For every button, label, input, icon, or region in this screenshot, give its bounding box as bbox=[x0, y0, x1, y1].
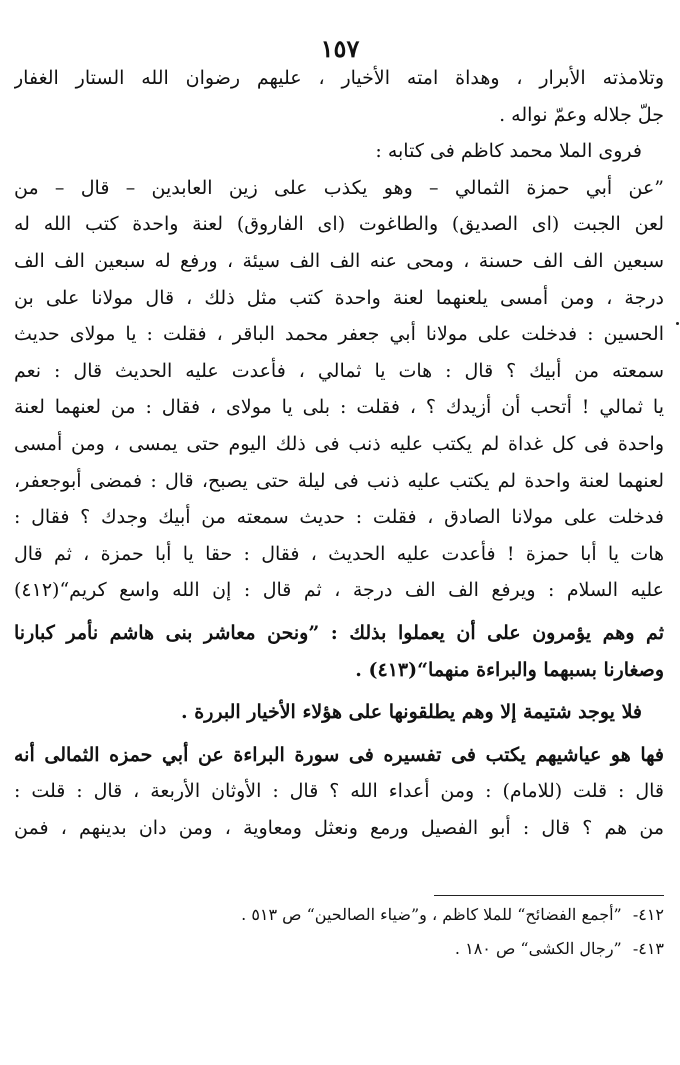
text-line: واحدة فى كل غداة لم يكتب عليه ذنب فى ذلك اليوم حتى يمسى ، ومن أمسى bbox=[14, 432, 664, 455]
text-line: الحسين : فدخلت على مولانا أبي جعفر محمد الباقر ، فقلت : يا مولاى حديث bbox=[14, 323, 664, 346]
text-line: درجة ، ومن أمسى يلعنهما لعنة واحدة كتب مثل ذلك ، قال مولانا على بن bbox=[14, 286, 664, 309]
text-line: فدخلت على مولانا الصادق ، فقلت : حديث سمعته من أبيك وجدك ؟ فقال : bbox=[14, 506, 664, 529]
text-line: وصغارنا بسبهما والبراءة منهما“(٤١٣) . bbox=[355, 658, 664, 681]
footnote-text: ”أجمع الفضائح“ للملا كاظم ، و”ضياء الصالحين“ ص ٥١٣ . bbox=[241, 905, 622, 924]
text-line: عليه السلام : ويرفع الف الف درجة ، ثم قال : إن الله واسع كريم“(٤١٢) bbox=[14, 579, 664, 602]
text-line: لعنهما لعنة واحدة لم يكتب عليه ذنب فى ليلة حتى يصبح، قال : فمضى أبوجعفر، bbox=[14, 469, 664, 492]
footnote-number: ٤١٣- bbox=[632, 939, 664, 958]
text-line: لعن الجبت (اى الصديق) والطاغوت (اى الفاروق) لعنة واحدة كتب الله له bbox=[14, 213, 664, 236]
text-line: جلّ جلاله وعمّ نواله . bbox=[499, 103, 664, 126]
footnote bbox=[14, 898, 664, 932]
text-line: ثم وهم يؤمرون على أن يعملوا بذلك : ”ونحن معاشر بنى هاشم نأمر كبارنا bbox=[14, 621, 664, 644]
text-line: وتلامذته الأبرار ، وهداة امته الأخيار ، عليهم رضوان الله الستار الغفار bbox=[14, 67, 664, 89]
footnotes bbox=[14, 898, 664, 966]
text-line: فها هو عياشيهم يكتب فى تفسيره فى سورة البراءة عن أبي حمزه الثمالى أنه bbox=[14, 743, 664, 766]
text-line: فلا يوجد شتيمة إلا وهم يطلقونها على هؤلاء الأخيار البررة . bbox=[181, 701, 642, 724]
text-line: سمعته من أبيك ؟ قال : هات يا ثمالي ، فأعدت عليه الحديث قال : نعم bbox=[14, 359, 664, 382]
text-line: يا ثمالي ! أتحب أن أزيدك ؟ ، فقلت : بلى يا مولاى ، فقال : من لعنهما لعنة bbox=[14, 396, 664, 419]
footnote bbox=[14, 932, 664, 966]
text-line: هات يا أبا حمزة ! فأعدت عليه الحديث ، فقال : حقا يا أبا حمزة ، ثم قال bbox=[14, 542, 664, 565]
text-line: من هم ؟ قال : أبو الفصيل ورمع ونعثل ومعاوية ، ومن دان بدينهم ، فمن bbox=[14, 816, 664, 839]
text-line: سبعين الف الف حسنة ، ومحى عنه الف الف سيئة ، ورفع له سبعين الف الف bbox=[14, 249, 664, 272]
page-number: ١٥٧ bbox=[320, 34, 360, 63]
margin-mark bbox=[676, 322, 679, 325]
text-line: ”عن أبي حمزة الثمالي – وهو يكذب على زين العابدين – قال – من bbox=[14, 176, 664, 199]
footnote-text: ”رجال الكشى“ ص ١٨٠ . bbox=[454, 939, 622, 958]
footnote-number: ٤١٢- bbox=[632, 905, 664, 924]
text-line: فروى الملا محمد كاظم فى كتابه : bbox=[375, 140, 642, 163]
text-line: قال : قلت (للامام) : ومن أعداء الله ؟ قال : الأوثان الأربعة ، قال : قلت : bbox=[14, 780, 664, 803]
footnote-divider bbox=[434, 895, 664, 896]
body-text bbox=[14, 60, 664, 846]
